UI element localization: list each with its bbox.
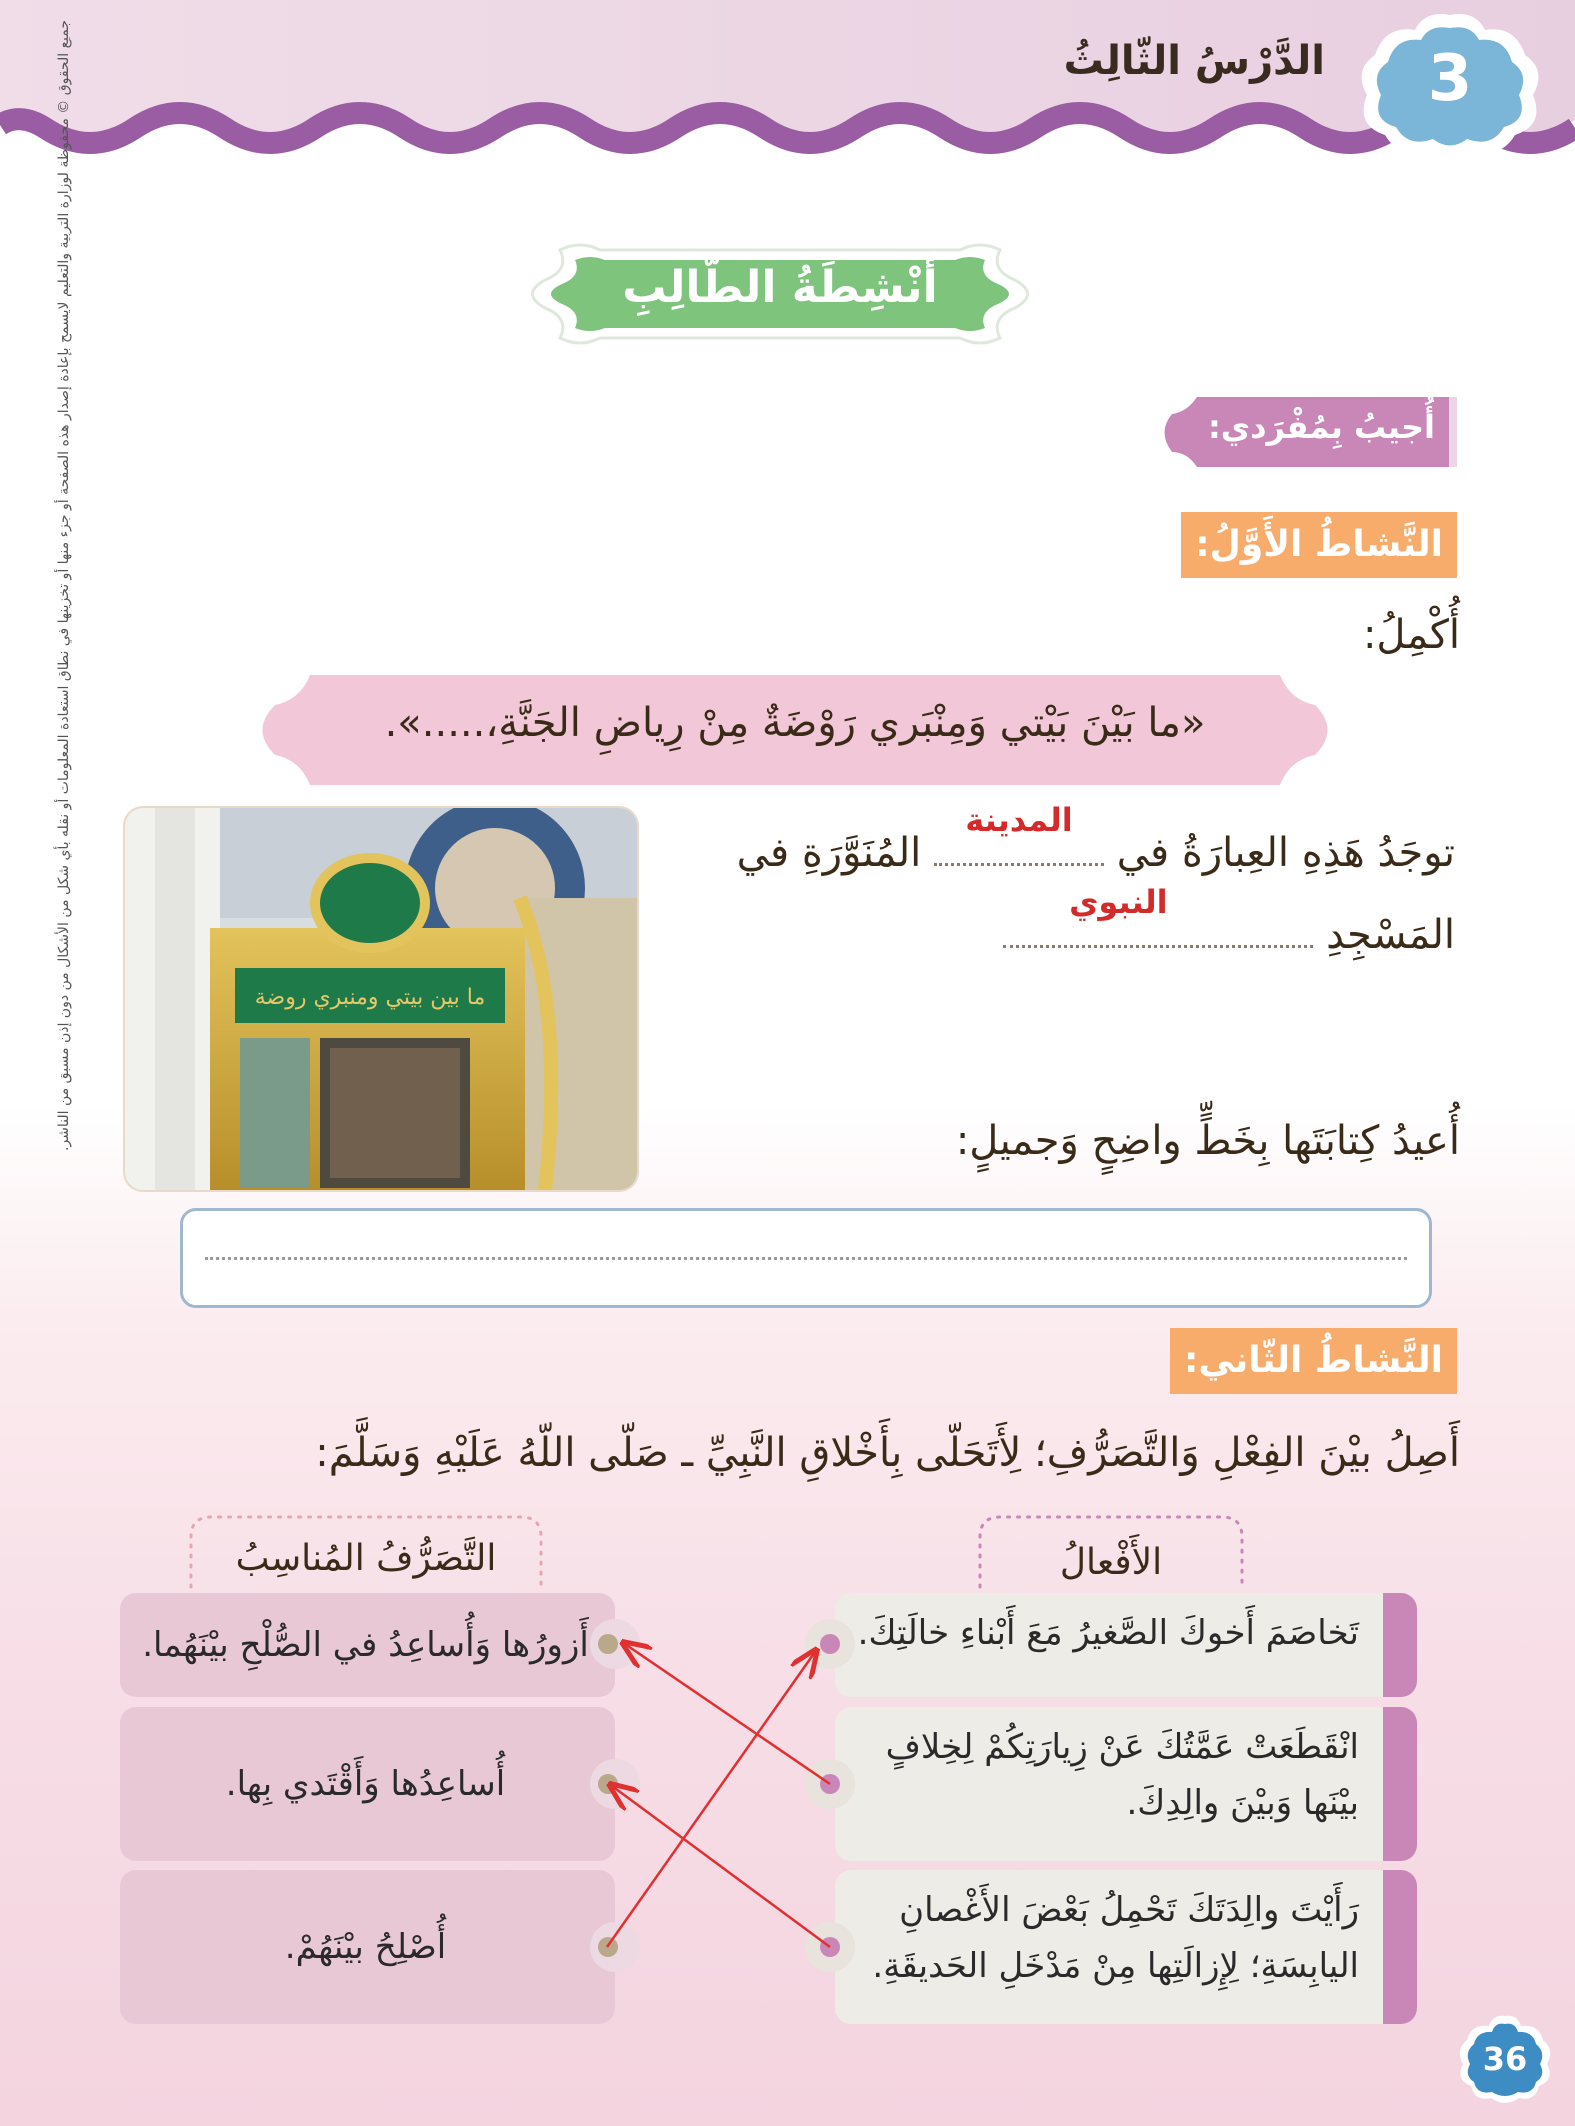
line2-start-text: المَسْجِدِ [1326, 912, 1455, 958]
lesson-title: الدَّرْسُ الثّالِثُ [1063, 38, 1325, 84]
complete-instruction: أُكْمِلُ: [1362, 612, 1460, 658]
answer-city: المدينة [965, 801, 1073, 839]
action-card[interactable] [835, 1870, 1417, 2024]
behavior-text: أُساعِدُها وَأَقْتَدي بِها. [225, 1764, 506, 1804]
mosque-photo [125, 808, 637, 1190]
line1-start-text: توجَدُ هَذِهِ العِبارَةُ في [1116, 830, 1455, 876]
action-connector-dot[interactable] [820, 1937, 840, 1957]
lesson-number: 3 [1427, 42, 1473, 116]
action-card[interactable] [835, 1593, 1417, 1697]
behavior-connector-dot[interactable] [598, 1774, 618, 1794]
behavior-card[interactable] [120, 1593, 615, 1697]
blank-city[interactable] [934, 801, 1104, 866]
action-text: رَأَيْتَ والِدَتَكَ تَحْمِلُ بَعْضَ الأَغْصانِ اليابِسَةِ؛ لِإِزالَتِها مِنْ مَدْخَلِ الحَديقَةِ. [872, 1890, 1359, 1986]
behavior-card[interactable] [120, 1870, 615, 2024]
match-instruction: أَصِلُ بيْنَ الفِعْلِ وَالتَّصَرُّفِ؛ لِأَتَحَلّى بِأَخْلاقِ النَّبِيِّ ـ صَلّى اللّهُ عَلَيْهِ وَسَلَّمَ: [315, 1430, 1460, 1476]
action-connector-dot[interactable] [820, 1774, 840, 1794]
fill-line-two [1003, 883, 1455, 958]
rewrite-instruction: أُعيدُ كِتابَتَها بِخَطٍّ واضِحٍ وَجميلٍ: [955, 1118, 1460, 1164]
behaviors-header: التَّصَرُّفُ المُناسِبُ [235, 1538, 497, 1579]
page-number: 36 [1482, 2040, 1528, 2078]
line1-end-text: المُنَوَّرَةِ في [736, 830, 922, 876]
match-line [625, 1644, 830, 1784]
svg-text:ما بين بيتي ومنبري روضة: ما بين بيتي ومنبري روضة [254, 985, 486, 1010]
activity-one-tag: النَّشاطُ الأَوَّلُ: [1181, 512, 1457, 578]
answer-alone-label: أُجيبُ بِمُفْرَدي: [1207, 408, 1435, 446]
behavior-text: أُصْلِحُ بيْنَهُمْ. [284, 1927, 447, 1967]
actions-header: الأَفْعالُ [1059, 1542, 1163, 1583]
match-line [607, 1652, 815, 1947]
hadith-text: «ما بَيْنَ بَيْتي وَمِنْبَري رَوْضَةٌ مِنْ رِياضِ الجَنَّةِ،.....». [384, 700, 1206, 746]
fill-line-one [736, 801, 1455, 876]
writing-line [205, 1257, 1407, 1260]
behavior-text: أَزورُها وَأُساعِدُ في الصُّلْحِ بيْنَهُما. [142, 1625, 589, 1665]
rewrite-box[interactable] [180, 1208, 1432, 1308]
answer-mosque: النبوي [1069, 883, 1168, 921]
action-text: تَخاصَمَ أَخوكَ الصَّغيرُ مَعَ أَبْناءِ خالَتِكَ. [857, 1613, 1359, 1653]
behavior-connector-dot[interactable] [598, 1937, 618, 1957]
copyright-note: جميع الحقوق © محفوظة لوزارة التربية والتعليم لايسمح بإعادة إصدار هذه الصفحة أو جزء منها أو تخزينها في نطاق استعادة المعلومات أو نقله بأي شكل من الأشكال من دون إذن مسبق من الناشر. [56, 20, 72, 1151]
behavior-card[interactable] [120, 1707, 615, 1861]
blank-mosque[interactable] [1003, 883, 1313, 948]
header-wave [0, 0, 1575, 190]
activity-two-tag: النَّشاطُ الثّاني: [1170, 1328, 1457, 1394]
action-text: انْقَطَعَتْ عَمَّتُكَ عَنْ زِيارَتِكُمْ لِخِلافٍ بيْنَها وَبيْنَ والِدِكَ. [885, 1727, 1359, 1823]
action-connector-dot[interactable] [820, 1634, 840, 1654]
activities-title: أَنْشِطَةُ الطّالِبِ [622, 262, 938, 313]
match-line [612, 1786, 830, 1947]
action-card[interactable] [835, 1707, 1417, 1861]
behavior-connector-dot[interactable] [598, 1634, 618, 1654]
